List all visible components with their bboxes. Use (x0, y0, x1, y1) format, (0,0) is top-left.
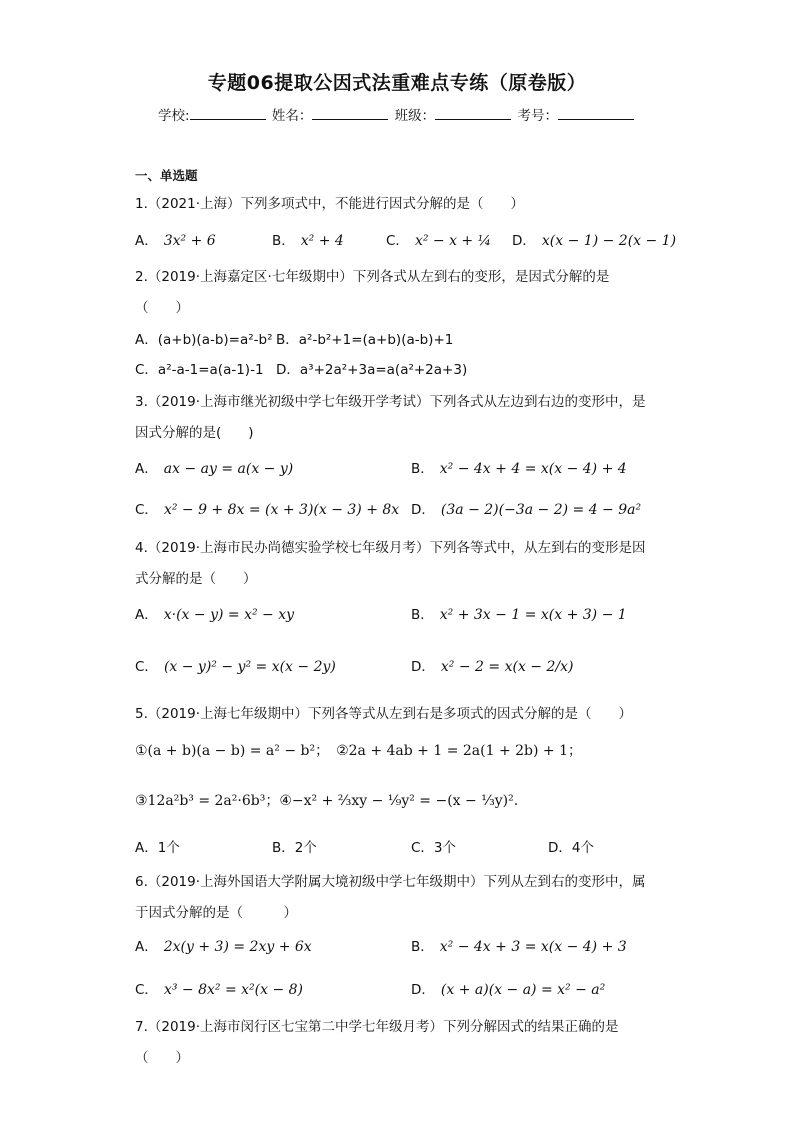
option-formula: x² − x + ¼ (414, 233, 492, 249)
option-letter: A． (135, 233, 158, 249)
question-5-option-a[interactable]: A．1个 (135, 840, 180, 856)
question-2-option-c[interactable]: C．a²-a-1=a(a-1)-1 (135, 362, 264, 378)
section-heading: 一、单选题 (135, 168, 198, 183)
question-2-stem: 2.（2019·上海嘉定区·七年级期中）下列各式从左到右的变形，是因式分解的是 (135, 269, 610, 285)
question-6-option-b[interactable] (411, 935, 627, 955)
option-letter: C． (135, 659, 158, 675)
option-formula: x·(x − y) = x² − xy (163, 607, 295, 623)
question-1-stem: 1.（2021·上海）下列多项式中，不能进行因式分解的是（ ） (135, 196, 525, 212)
option-letter: C． (386, 233, 409, 249)
question-1-option-d[interactable] (512, 229, 676, 249)
question-2-option-d[interactable]: D．a³+2a²+3a=a(a²+2a+3) (276, 362, 468, 378)
class-label: 班级： (394, 108, 436, 124)
question-2-stem-cont: （ ） (135, 300, 189, 316)
question-4-stem: 4.（2019·上海市民办尚德实验学校七年级月考）下列各等式中，从左到右的变形是因 (135, 540, 646, 556)
question-2-option-a[interactable]: A．(a+b)(a-b)=a²-b² (135, 332, 273, 348)
option-letter: B． (272, 233, 295, 249)
school-label: 学校: (158, 108, 190, 124)
option-formula: (x + a)(x − a) = x² − a² (440, 982, 606, 998)
question-5-option-b[interactable]: B．2个 (272, 840, 317, 856)
question-4-option-b[interactable] (411, 603, 627, 623)
option-letter: B． (411, 607, 434, 623)
question-4-option-c[interactable] (135, 655, 336, 675)
question-5-statements-1-2: ①(a + b)(a − b) = a² − b²； ②2a + 4ab + 1 = 2a(1 + 2b) + 1； (135, 743, 583, 759)
question-3-option-b[interactable] (411, 457, 627, 477)
question-6-option-d[interactable] (411, 978, 605, 998)
option-formula: (3a − 2)(−3a − 2) = 4 − 9a² (440, 502, 642, 518)
option-formula: x² − 9 + 8x = (x + 3)(x − 3) + 8x (163, 502, 400, 518)
option-letter: B． (411, 939, 434, 955)
question-4-stem-cont: 式分解的是（ ） (135, 571, 257, 587)
exam-number-label: 考号： (517, 108, 558, 124)
question-3-option-a[interactable] (135, 457, 293, 477)
option-formula: (x − y)² − y² = x(x − 2y) (163, 659, 336, 675)
option-formula: x² − 4x + 4 = x(x − 4) + 4 (439, 461, 627, 477)
option-letter: D． (512, 233, 536, 249)
name-blank[interactable] (312, 108, 388, 120)
option-letter: D． (411, 502, 435, 518)
option-formula: 3x² + 6 (163, 233, 216, 249)
option-letter: A． (135, 607, 158, 623)
page-title: 专题06提取公因式法重难点专练（原卷版） (207, 72, 587, 94)
question-7-stem: 7.（2019·上海市闵行区七宝第二中学七年级月考）下列分解因式的结果正确的是 (135, 1019, 619, 1035)
school-blank[interactable] (190, 108, 266, 120)
option-letter: D． (411, 659, 435, 675)
question-4-option-a[interactable] (135, 603, 294, 623)
name-label: 姓名： (271, 108, 313, 124)
question-5-option-d[interactable]: D．4个 (548, 840, 594, 856)
option-letter: C． (135, 982, 158, 998)
option-letter: D． (411, 982, 435, 998)
question-2-option-b[interactable]: B．a²-b²+1=(a+b)(a-b)+1 (276, 332, 454, 348)
question-4-option-d[interactable] (411, 655, 573, 675)
option-formula: x(x − 1) − 2(x − 1) (541, 233, 677, 249)
student-info-line (0, 104, 794, 124)
option-formula: ax − ay = a(x − y) (163, 461, 294, 477)
option-formula: x² − 4x + 3 = x(x − 4) + 3 (439, 939, 627, 955)
question-5-statements-3-4: ③12a²b³ = 2a²·6b³；④−x² + ⅔xy − ⅑y² = −(x − ⅓y)². (135, 793, 519, 809)
class-blank[interactable] (435, 108, 511, 120)
question-3-stem: 3.（2019·上海市继光初级中学七年级开学考试）下列各式从左边到右边的变形中，是 (135, 394, 646, 410)
question-5-option-c[interactable]: C．3个 (411, 840, 457, 856)
option-formula: x² + 4 (300, 233, 344, 249)
question-1-option-a[interactable] (135, 229, 216, 249)
question-6-stem: 6.（2019·上海外国语大学附属大境初级中学七年级期中）下列从左到右的变形中，属 (135, 874, 646, 890)
option-letter: A． (135, 461, 158, 477)
question-3-stem-cont: 因式分解的是( ) (135, 425, 254, 441)
question-1-option-b[interactable] (272, 229, 344, 249)
option-letter: A． (135, 939, 158, 955)
option-formula: 2x(y + 3) = 2xy + 6x (163, 939, 312, 955)
question-5-stem: 5.（2019·上海七年级期中）下列各等式从左到右是多项式的因式分解的是（ ） (135, 706, 633, 722)
question-3-option-c[interactable] (135, 498, 399, 518)
question-3-option-d[interactable] (411, 498, 641, 518)
question-6-option-c[interactable] (135, 978, 303, 998)
option-formula: x³ − 8x² = x²(x − 8) (163, 982, 303, 998)
question-6-option-a[interactable] (135, 935, 312, 955)
option-letter: C． (135, 502, 158, 518)
question-7-stem-cont: （ ） (135, 1050, 189, 1066)
question-6-stem-cont: 于因式分解的是（ ） (135, 905, 297, 921)
option-letter: B． (411, 461, 434, 477)
option-formula: x² − 2 = x(x − 2/x) (440, 659, 574, 675)
exam-number-blank[interactable] (558, 108, 634, 120)
option-formula: x² + 3x − 1 = x(x + 3) − 1 (439, 607, 627, 623)
question-1-option-c[interactable] (386, 229, 491, 249)
